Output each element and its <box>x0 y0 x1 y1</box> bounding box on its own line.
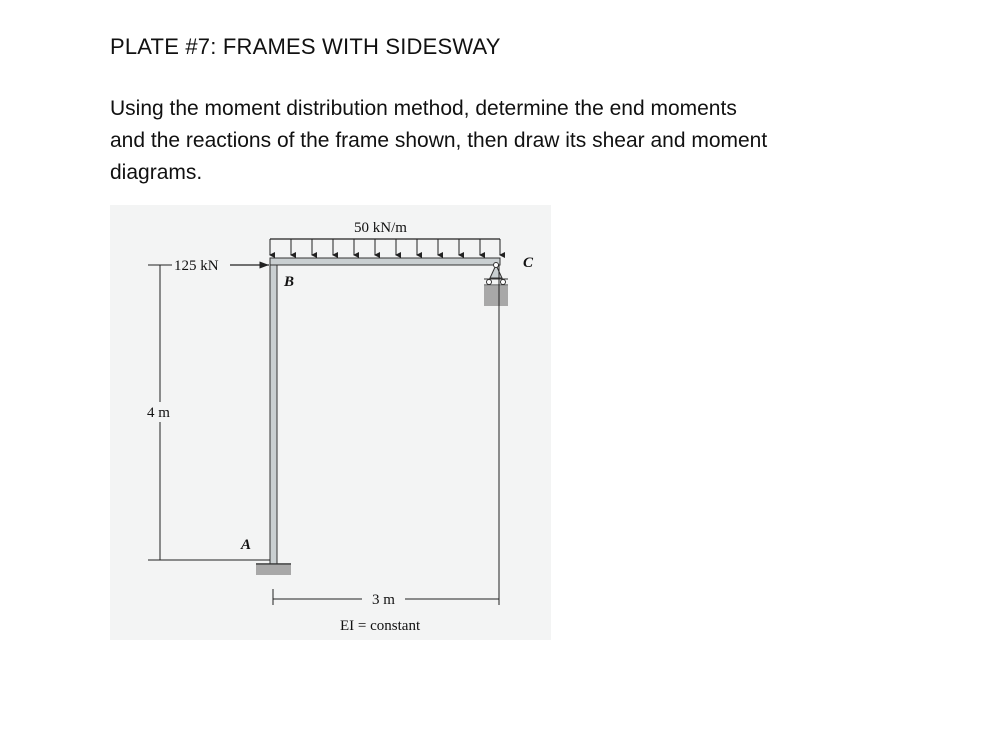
distributed-load-label: 50 kN/m <box>354 220 407 236</box>
span-dimension-label: 3 m <box>372 592 395 608</box>
frame-figure <box>110 205 551 640</box>
instructions-line-3: diagrams. <box>110 161 203 184</box>
stiffness-label: EI = constant <box>340 618 421 634</box>
joint-label-b: B <box>284 274 295 290</box>
roller-support-c <box>484 263 508 307</box>
joint-label-c: C <box>523 255 534 271</box>
frame-diagram <box>110 205 551 640</box>
height-dimension-label: 4 m <box>147 405 170 421</box>
distributed-load <box>270 239 500 255</box>
point-load-label: 125 kN <box>174 258 219 274</box>
beam-bc <box>270 258 500 265</box>
instructions-line-2: and the reactions of the frame shown, then draw its shear and moment <box>110 129 768 152</box>
instructions-paragraph <box>110 93 890 189</box>
instructions-line-1: Using the moment distribution method, determine the end moments <box>110 97 737 120</box>
page-title: PLATE #7: FRAMES WITH SIDESWAY <box>110 34 501 59</box>
span-dimension <box>273 265 499 605</box>
fixed-support-a <box>256 564 291 575</box>
joint-label-a: A <box>241 537 252 553</box>
column-ab <box>270 258 277 564</box>
